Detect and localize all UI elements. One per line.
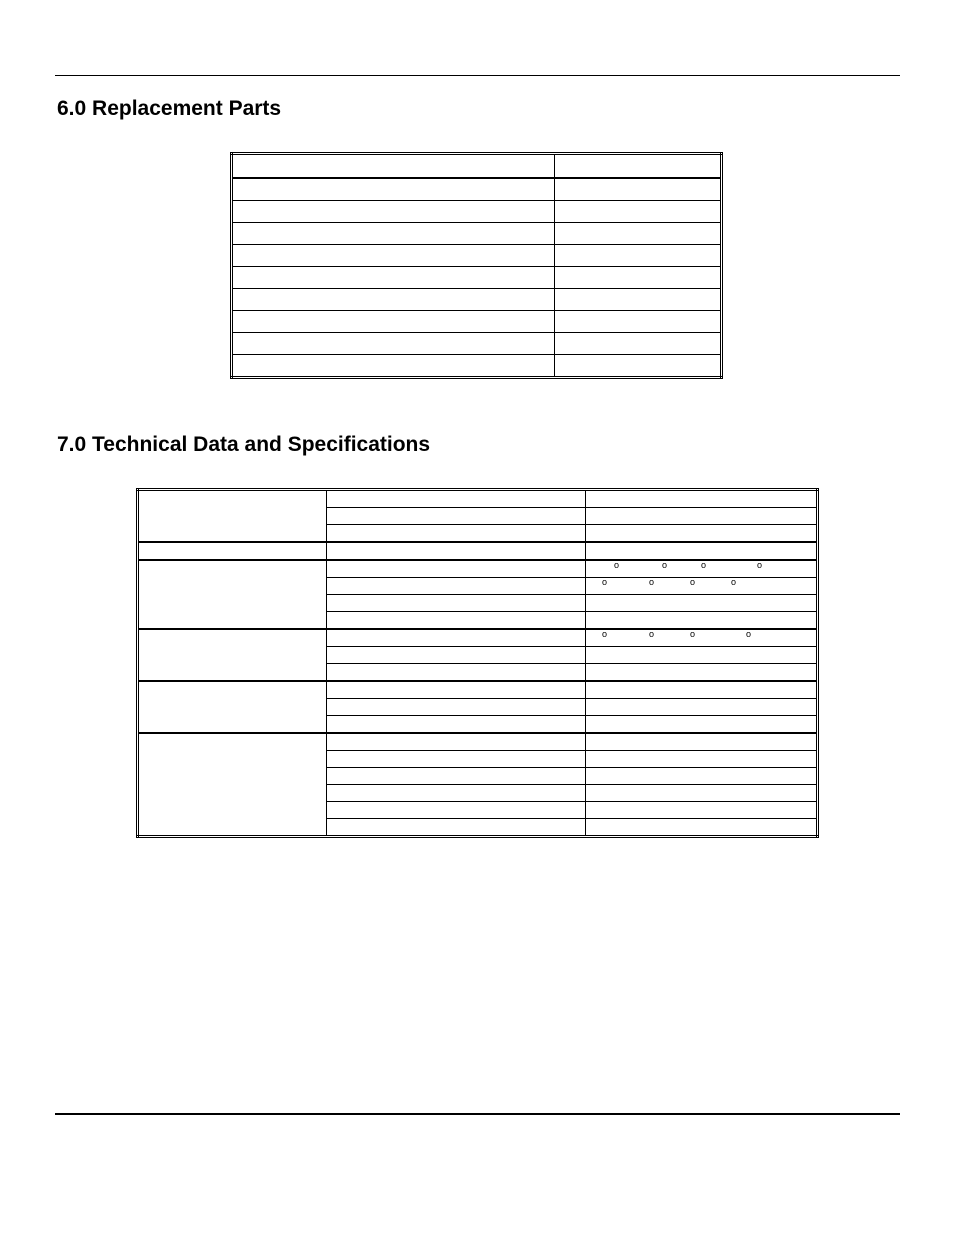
technical-specifications-table [136,488,819,838]
table-cell [586,681,818,699]
table-cell [327,768,586,785]
degree-mark: o [662,560,668,570]
table-cell [327,525,586,543]
table-cell [586,785,818,802]
table-cell [586,560,818,578]
table-cell [586,578,818,595]
spec-group-label [138,490,327,543]
table-cell [327,595,586,612]
table-cell [586,751,818,768]
table-cell [586,819,818,837]
table-cell [327,560,586,578]
table-cell [327,733,586,751]
degree-mark: o [690,629,696,639]
header-rule [55,75,900,76]
table-row [232,311,722,333]
table-row [232,223,722,245]
table-cell [232,333,555,355]
section-title-replacement-parts: 6.0 Replacement Parts [57,97,282,120]
table-cell [586,490,818,508]
table-cell [555,223,722,245]
table-row [138,681,818,699]
table-cell [327,819,586,837]
table-cell [555,245,722,267]
table-cell [327,802,586,819]
table-row [138,733,818,751]
degree-mark: o [602,629,608,639]
spec-group-label [138,560,327,629]
table-cell [232,311,555,333]
table-row [232,355,722,378]
degree-mark: o [701,560,707,570]
table-cell [327,699,586,716]
table-row [138,560,818,578]
table-cell [232,178,555,201]
table-cell [586,595,818,612]
table-cell [327,716,586,734]
table-cell [327,629,586,647]
table-cell [327,578,586,595]
table-cell [327,785,586,802]
table-cell [586,664,818,682]
spec-group-label [138,629,327,681]
degree-mark: o [690,577,696,587]
table-cell [327,751,586,768]
table-cell [555,201,722,223]
table-cell [586,612,818,630]
table-cell [586,699,818,716]
table-cell [586,647,818,664]
table-cell [327,664,586,682]
table-cell [327,681,586,699]
table-cell [586,508,818,525]
table-cell [586,768,818,785]
table-cell [232,201,555,223]
table-cell [555,267,722,289]
table-cell [232,289,555,311]
table-row [138,542,818,560]
spec-group-label [138,542,327,560]
degree-mark: o [746,629,752,639]
degree-mark: o [757,560,763,570]
table-cell [327,612,586,630]
table-cell [555,311,722,333]
footer-rule [55,1113,900,1115]
degree-mark: o [649,577,655,587]
table-row [138,490,818,508]
table-row [232,245,722,267]
table-cell [586,802,818,819]
table-cell [586,629,818,647]
table-cell [327,542,586,560]
table-cell [232,223,555,245]
degree-mark: o [602,577,608,587]
table-cell [232,154,555,179]
table-cell [232,245,555,267]
table-row [232,201,722,223]
table-row [232,289,722,311]
table-row [232,333,722,355]
table-cell [232,267,555,289]
degree-mark: o [731,577,737,587]
table-cell [555,289,722,311]
table-cell [586,733,818,751]
table-row [232,267,722,289]
table-row [232,178,722,201]
table-header-row [232,154,722,179]
table-row [138,629,818,647]
table-cell [555,178,722,201]
table-cell [327,490,586,508]
table-cell [327,647,586,664]
table-cell [232,355,555,378]
degree-mark: o [614,560,620,570]
table-cell [555,355,722,378]
table-cell [586,542,818,560]
table-cell [327,508,586,525]
spec-group-label [138,733,327,837]
table-cell [555,333,722,355]
section-title-technical-data: 7.0 Technical Data and Specifications [57,433,431,456]
table-cell [586,716,818,734]
spec-group-label [138,681,327,733]
table-cell [586,525,818,543]
degree-mark: o [649,629,655,639]
replacement-parts-table [230,152,723,379]
table-cell [555,154,722,179]
